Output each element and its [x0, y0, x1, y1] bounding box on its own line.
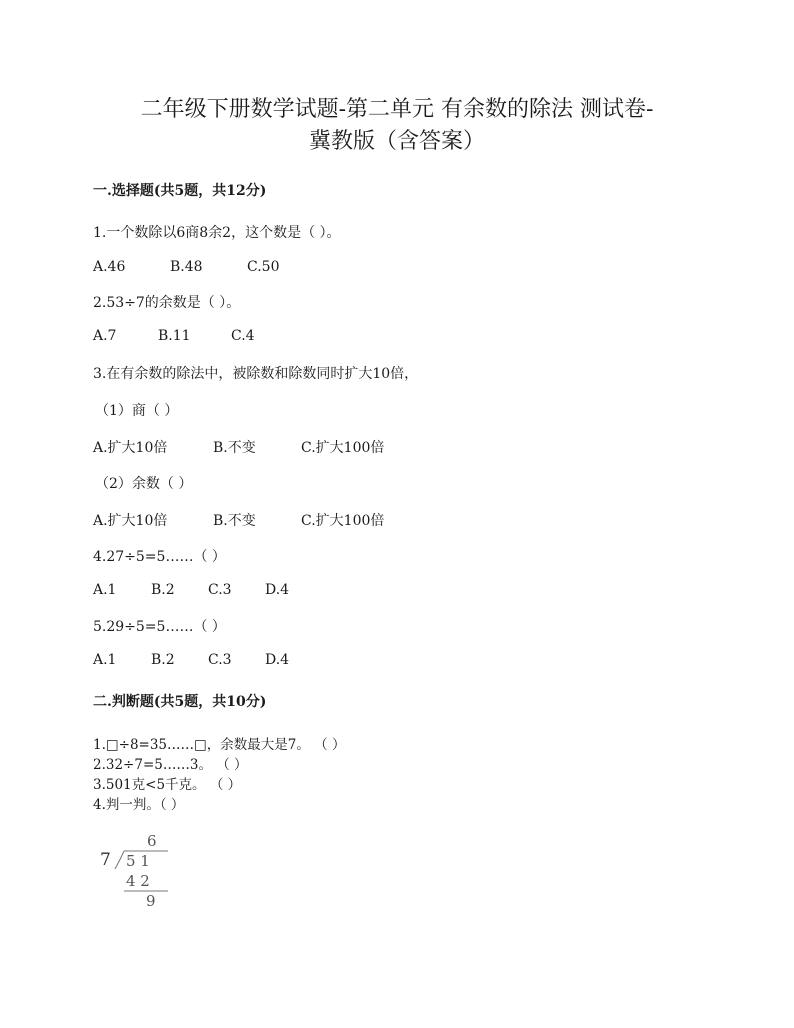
q3-sub2-option-c: C.扩大100倍: [301, 513, 385, 529]
q2-option-a: A.7: [93, 328, 117, 344]
q3-sub1-option-b: B.不变: [213, 440, 256, 456]
judge-question-3: 3.501克<5千克。 （ ）: [93, 777, 242, 793]
q5-option-d: D.4: [265, 652, 290, 668]
doc-title-line2: 冀教版（含答案）: [308, 129, 485, 154]
q4-option-d: D.4: [265, 582, 290, 598]
q3-sub2-option-b: B.不变: [213, 513, 256, 529]
question-5: 5.29÷5=5……（ ）: [93, 619, 226, 635]
q4-option-b: B.2: [151, 582, 175, 598]
q4-option-c: C.3: [208, 582, 232, 598]
division-divisor: 7: [100, 850, 111, 870]
q3-sub2-option-a: A.扩大10倍: [93, 513, 168, 529]
section2-heading: 二.判断题(共5题，共10分): [93, 694, 267, 710]
long-division-figure: [98, 830, 178, 910]
q2-option-b: B.11: [158, 328, 191, 344]
division-dividend: 5 1: [126, 852, 150, 870]
q1-option-a: A.46: [93, 259, 126, 275]
q2-option-c: C.4: [231, 328, 255, 344]
q1-option-b: B.48: [170, 259, 203, 275]
q5-option-c: C.3: [208, 652, 232, 668]
section1-heading: 一.选择题(共5题，共12分): [93, 183, 267, 199]
question-3-sub2: （2）余数（ ）: [95, 476, 193, 492]
q4-option-a: A.1: [93, 582, 117, 598]
q3-sub1-option-c: C.扩大100倍: [301, 440, 385, 456]
division-quotient: 6: [147, 832, 157, 850]
division-product: 4 2: [126, 872, 150, 890]
question-4: 4.27÷5=5……（ ）: [93, 549, 226, 565]
question-2: 2.53÷7的余数是（ ）。: [93, 295, 241, 311]
judge-question-2: 2.32÷7=5……3。 （ ）: [93, 757, 248, 773]
division-remainder: 9: [146, 892, 156, 910]
doc-title-line1: 二年级下册数学试题-第二单元 有余数的除法 测试卷-: [140, 97, 654, 122]
q5-option-b: B.2: [151, 652, 175, 668]
judge-question-1: 1.□÷8=35……□，余数最大是7。 （ ）: [93, 737, 346, 753]
q3-sub1-option-a: A.扩大10倍: [93, 440, 168, 456]
q1-option-c: C.50: [247, 259, 280, 275]
question-3: 3.在有余数的除法中，被除数和除数同时扩大10倍，: [93, 366, 419, 382]
question-3-sub1: （1）商（ ）: [95, 403, 179, 419]
question-1: 1.一个数除以6商8余2，这个数是（ ）。: [93, 225, 341, 241]
judge-question-4: 4.判一判。（ ）: [93, 797, 185, 813]
q5-option-a: A.1: [93, 652, 117, 668]
